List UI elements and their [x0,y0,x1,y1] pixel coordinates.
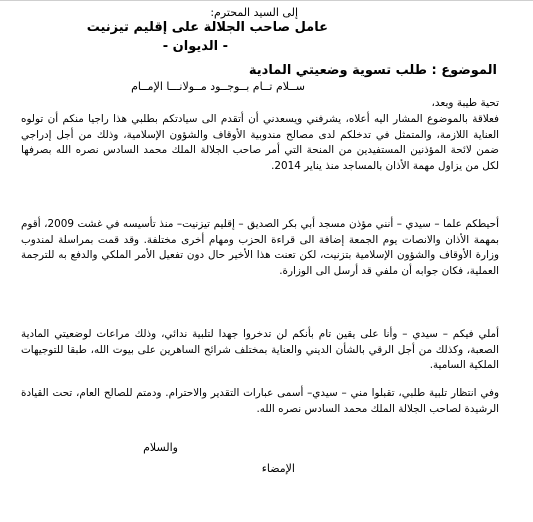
official-title: عامل صاحب الجلالة على إقليم تيزنيت [86,20,328,35]
salutation: تحية طيبة وبعد، [431,97,499,109]
department-line: - الديوان - [162,39,228,54]
closing-line: والسلام [143,441,178,454]
addressee-line: إلى السيد المحترم: [210,6,298,19]
subject-line: الموضوع : طلب تسوية وضعيتي المادية [248,63,497,78]
body-paragraph-1: فعلاقة بالموضوع المشار اليه أعلاه، يشرفني ويسعدني أن أتقدم الى سيادتكم بطلبي هذا راجيا منكم أن تولوه العناية اللازمة، والمتمثل في تدخلكم لدى مصالح مندوبية الأوقاف والشؤون الإسلامية، وذلك من أجل إدراجي ضمن لائحة المؤذنين المستفيدين من المنحة التي أمر صاحب الجلالة الملك محمد السادس نصره الله بصرفها لكل من يزاول مهمة الأذان بالمساجد منذ يناير 2014. [21,113,499,172]
body-paragraph-4: وفي انتظار تلبية طلبي، تقبلوا مني – سيدي– أسمى عبارات التقدير والاحترام. ودمتم للصالح العام، تحت القيادة الرشيدة لصاحب الجلالة الملك محمد السادس نصره الله. [21,387,499,415]
signature-label: الإمضاء [261,462,295,475]
top-divider [0,0,533,1]
body-paragraph-3: أملي فيكم – سيدي – وأنا على يقين تام بأنكم لن تدخروا جهدا لتلبية ندائي، وذلك مراعات لوضعيتي المادية الصعبة، وكذلك من أجل الرقي بالشأن الديني والعناية بمختلف شرائح الساهرين على بيوت الله، طبقا للتوجيهات الملكية السامية. [21,328,499,371]
body-paragraph-2: أحيطكم علما – سيدي – أنني مؤذن مسجد أبي بكر الصديق – إقليم تيزنيت– منذ تأسيسه في غشت 2009، أقوم بمهمة الأذان والانصات يوم الجمعة إضافة الى قراءة الحزب ومهام أخرى مختلفة. وقد قمت بمراسلة لمندوب وزارة الأوقاف والشؤون الإسلامية بتزنيت، لكن تعنت هذا الأخير حال دون تفعيل الأمر الملكي والدفع به للترجمة العملية، فكان جوابه أن ملفي قد أرسل الى الوزارة. [21,218,499,277]
royal-greeting: ســلام تــام بــوجــود مــولانـــا الإمــام [131,80,305,93]
